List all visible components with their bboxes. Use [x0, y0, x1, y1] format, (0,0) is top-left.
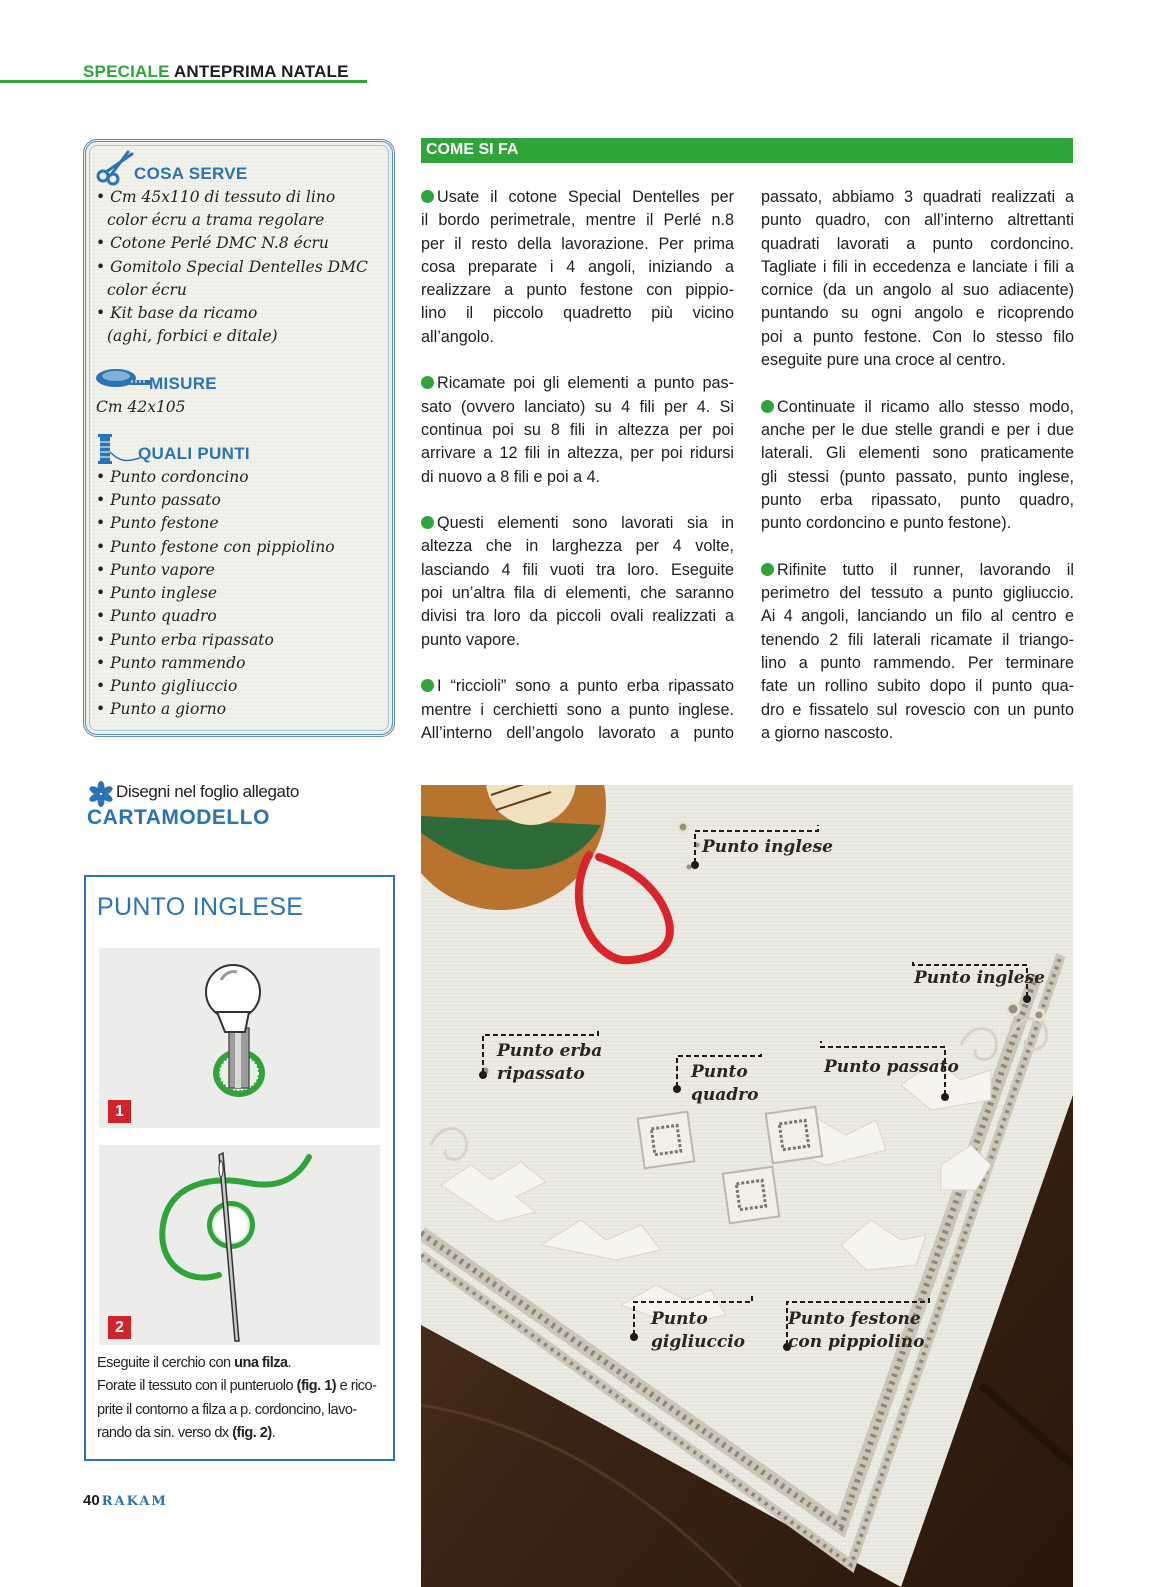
stitch-item: • Punto vapore [96, 561, 215, 579]
instruction-line: poi un’altra fila di elementi, che saranno [421, 584, 734, 603]
punto-inglese-title: PUNTO INGLESE [97, 893, 304, 921]
instruction-line: Ai 4 angoli, lanciando un filo al centro e [761, 607, 1074, 626]
label-punto-erba-2: ripassato [497, 1064, 585, 1084]
figure-1-panel [99, 948, 380, 1128]
bullet-dot [421, 190, 434, 203]
pi-text: Forate il tessuto con il punteruolo [97, 1378, 297, 1395]
instruction-line: arrivare a 12 fili in altezza, per poi ridursi [421, 444, 734, 463]
supplies-box [83, 139, 395, 737]
instruction-line: Questi elementi sono lavorati sia in [437, 514, 734, 533]
instruction-line: a giorno nascosto. [761, 723, 894, 742]
supply-item: • Gomitolo Special Dentelles DMC [96, 258, 368, 276]
cartamodello-title: CARTAMODELLO [87, 806, 270, 829]
tape-measure-icon [94, 366, 150, 390]
instruction-line: cornice (da un angolo al suo adiacente) [761, 281, 1074, 300]
instruction-line: lino a punto rammendo. Per terminare [761, 653, 1074, 672]
label-punto-quadro-2: quadro [691, 1085, 759, 1105]
instruction-line: poi a punto festone. Con lo stesso filo [761, 327, 1074, 346]
instruction-line: punto cordoncino e punto festone). [761, 514, 1012, 533]
instruction-line: all’angolo. [421, 327, 494, 346]
photo-illustration [421, 785, 1073, 1587]
stitch-item: • Punto a giorno [96, 700, 227, 718]
label-punto-gigliuccio-2: gigliuccio [651, 1332, 746, 1352]
label-punto-gigliuccio-1: Punto [651, 1309, 708, 1329]
instruction-line: dro e fissatelo sul rovescio con un punto [761, 700, 1074, 719]
instruction-line: per il resto della lavorazione. Per prima [421, 234, 734, 253]
instructions-column-1 [421, 186, 734, 745]
pi-text: . [287, 1355, 292, 1371]
instruction-line: cosa preparate i 4 angoli, iniziando a [421, 257, 734, 276]
label-punto-erba-1: Punto erba [497, 1041, 603, 1061]
instruction-line: passato, abbiamo 3 quadrati realizzati a [761, 188, 1074, 206]
instruction-line: laterali. Gli elementi sono praticamente [761, 444, 1074, 463]
stitch-item: • Punto rammendo [96, 654, 246, 672]
supply-item: • Kit base da ricamo [96, 304, 258, 322]
pi-text-bold: (fig. 1) [296, 1378, 337, 1395]
figure-1-badge: 1 [108, 1100, 131, 1123]
page-footer [83, 1492, 168, 1509]
needle-illustration [99, 1145, 380, 1345]
instruction-line: Continuate il ricamo allo stesso modo, [777, 397, 1074, 416]
awl-illustration [99, 948, 380, 1128]
pi-text-bold: (fig. 2) [232, 1424, 272, 1441]
instruction-line: lino il piccolo quadretto più vicino [421, 304, 734, 323]
label-punto-festone-1: Punto festone [788, 1309, 921, 1329]
stitch-item: • Punto passato [96, 491, 221, 509]
instruction-line: Ricamate poi gli elementi a punto pas- [437, 374, 734, 393]
stitch-item: • Punto festone [96, 514, 219, 532]
bullet-dot [421, 679, 434, 692]
label-punto-quadro-1: Punto [691, 1062, 748, 1082]
stitch-item: • Punto inglese [96, 584, 218, 602]
instruction-line: punto erba ripassato, punto quadro, [761, 490, 1074, 509]
quali-punti-title: QUALI PUNTI [138, 444, 250, 463]
come-si-fa-title: COME SI FA [426, 141, 519, 158]
figure-2-panel [99, 1145, 380, 1345]
scissors-icon [94, 150, 136, 186]
label-punto-inglese-top: Punto inglese [702, 837, 833, 857]
instruction-line: di nuovo a 8 fili e poi a 4. [421, 467, 601, 486]
instruction-line: perimetro del tessuto a punto gigliuccio. [761, 584, 1074, 603]
header-title: ANTEPRIMA NATALE [173, 62, 349, 81]
instruction-line: puntando su ogni angolo e ricoprendo [761, 304, 1074, 323]
instruction-line: lasciando 4 fili vuoti tra loro. Eseguite [421, 560, 734, 579]
misure-value: Cm 42x105 [96, 398, 186, 416]
instruction-line: I “riccioli” sono a punto erba ripassato [437, 677, 734, 696]
stitch-item: • Punto gigliuccio [96, 677, 238, 695]
instruction-line: punto vapore. [421, 630, 520, 649]
supply-item: color écru a trama regolare [107, 211, 325, 229]
label-punto-passato: Punto passato [824, 1057, 959, 1077]
stitch-item: • Punto erba ripassato [96, 631, 274, 649]
instruction-line: gli stessi (punto passato, punto inglese, [761, 467, 1074, 486]
instruction-line: divisi tra loro da piccoli ovali realizzati a [421, 607, 734, 626]
pi-text: rando da sin. verso dx [97, 1424, 233, 1441]
instruction-line: tenendo 2 fili laterali ricamate il triango- [761, 630, 1074, 649]
instruction-line: il bordo perimetrale, mentre il Perlé n.8 [421, 211, 734, 230]
instruction-line: sato (ovvero lanciato) su 4 fili per 4. Si [421, 397, 734, 416]
instruction-line: punto quadro, con all’interno altrettanti [761, 211, 1074, 230]
label-punto-inglese-right: Punto inglese [914, 968, 1045, 988]
instruction-line: Usate il cotone Special Dentelles per [437, 188, 734, 206]
pi-text: Eseguite il cerchio con [97, 1355, 235, 1371]
instruction-line: altezza che in larghezza per 4 volte, [421, 537, 734, 556]
bullet-dot [421, 516, 434, 529]
pi-text: . [271, 1424, 276, 1441]
pi-text: prite il contorno a filza a p. cordoncino, lavo- [97, 1401, 357, 1418]
asterisk-icon [87, 780, 115, 808]
label-punto-festone-2: con pippiolino [788, 1332, 925, 1352]
thread-spool-icon [96, 432, 140, 468]
bullet-dot [421, 376, 434, 389]
page-header [83, 62, 349, 82]
misure-title: MISURE [149, 374, 217, 393]
page-number: 40 [83, 1492, 100, 1509]
instruction-line: realizzare a punto festone con pippio- [421, 281, 734, 300]
magazine-brand: RAKAM [101, 1494, 168, 1509]
supply-item: • Cotone Perlé DMC N.8 écru [96, 234, 329, 252]
bullet-dot [761, 400, 774, 413]
instruction-line: eseguite pure una croce al centro. [761, 351, 1006, 370]
stitch-item: • Punto cordoncino [96, 468, 249, 486]
figure-2-badge: 2 [108, 1316, 131, 1339]
cartamodello-subtitle: Disegni nel foglio allegato [116, 782, 299, 801]
instruction-line: fate un rollino subito dopo il punto qua- [761, 677, 1074, 696]
header-section: SPECIALE [83, 62, 170, 81]
stitch-item: • Punto festone con pippiolino [96, 538, 335, 556]
instruction-line: Rifinite tutto il runner, lavorando il [777, 560, 1074, 579]
supply-item: (aghi, forbici e ditale) [107, 327, 278, 345]
punto-inglese-instructions [97, 1352, 387, 1445]
instruction-line: continua poi su 8 fili in altezza per poi [421, 420, 734, 439]
supply-item: color écru [107, 281, 187, 299]
instructions-column-2 [761, 186, 1074, 745]
cosa-serve-title: COSA SERVE [134, 164, 248, 183]
instruction-line: Tagliate i fili in eccedenza e lanciate i fili a [761, 257, 1074, 276]
pi-text-bold: una filza [234, 1355, 288, 1371]
come-si-fa-bar [421, 138, 1073, 163]
instruction-line: mentre i cerchietti sono a punto inglese. [421, 700, 734, 719]
supply-item: • Cm 45x110 di tessuto di lino [96, 188, 336, 206]
embroidery-photo [421, 785, 1073, 1587]
pi-text: e rico- [336, 1378, 377, 1395]
stitch-item: • Punto quadro [96, 607, 217, 625]
instruction-line: anche per le due stelle grandi e per i due [761, 420, 1074, 439]
instruction-line: All’interno dell’angolo lavorato a punto [421, 723, 734, 742]
instruction-line: quadrati lavorati a punto cordoncino. [761, 234, 1074, 253]
bullet-dot [761, 563, 774, 576]
